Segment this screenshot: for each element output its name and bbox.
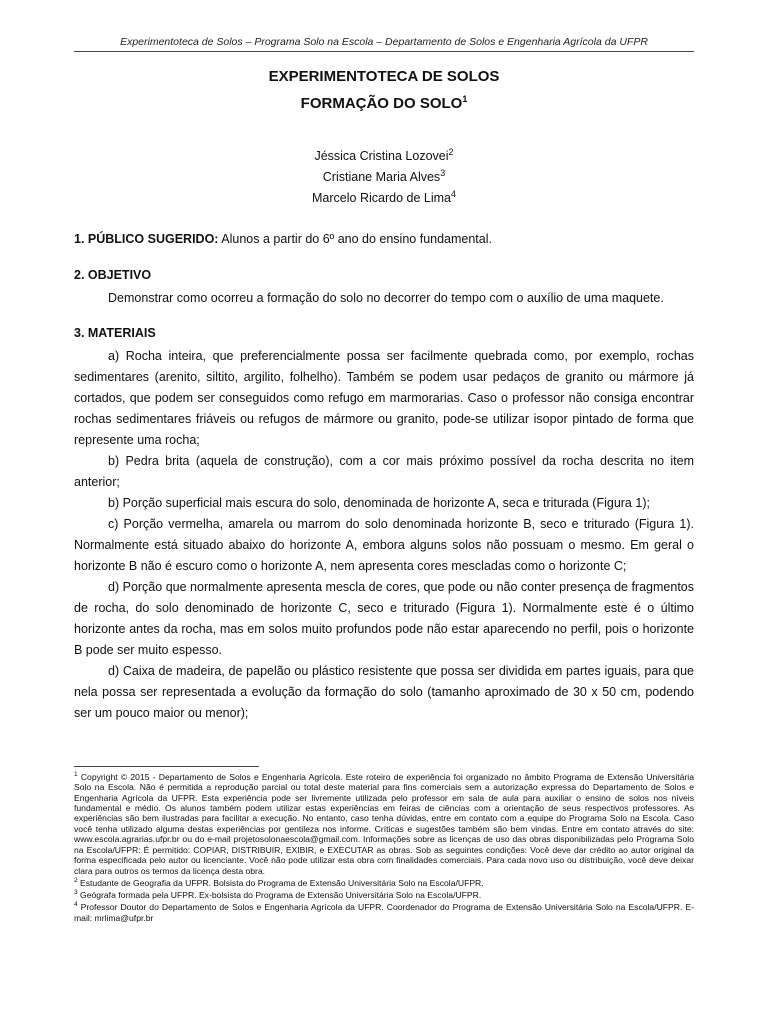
title-footnote-mark: 1 <box>462 94 468 104</box>
footnote-2 <box>74 876 694 888</box>
title-line-2: FORMAÇÃO DO SOLO <box>300 95 463 112</box>
author-name: Marcelo Ricardo de Lima <box>312 191 451 206</box>
footnote-3 <box>74 888 694 900</box>
document-body <box>74 229 694 739</box>
footnote-1 <box>74 770 694 876</box>
author-footnote-mark: 3 <box>440 168 446 178</box>
author-footnote-mark: 2 <box>448 147 454 157</box>
title-line-1: EXPERIMENTOTECA DE SOLOS <box>268 68 500 85</box>
publico-line <box>74 229 694 250</box>
section-objetivo <box>74 265 694 309</box>
materiais-item-b-horizonte-a: b) Porção superficial mais escura do solo, denominada de horizonte A, seca e triturada (Figura 1); <box>108 496 650 510</box>
author-1 <box>74 147 694 163</box>
materiais-item-b-brita: b) Pedra brita (aquela de construção), com a cor mais próximo possível da rocha descrita no item anterior; <box>74 454 694 489</box>
document-title <box>74 68 694 85</box>
footnote-mark: 1 <box>74 771 78 778</box>
footnote-text: Geógrafa formada pela UFPR. Ex-bolsista do Programa de Extensão Universitária Solo na Escola/UFPR. <box>80 890 482 901</box>
footnote-separator <box>74 766 259 767</box>
footnote-mark: 2 <box>74 876 78 884</box>
section-heading-publico: 1. PÚBLICO SUGERIDO: <box>74 232 219 246</box>
author-2 <box>74 168 694 184</box>
footnote-text: Estudante de Geografia da UFPR. Bolsista do Programa de Extensão Universitária Solo na Escola/UFPR. <box>80 877 484 888</box>
running-header: Experimentoteca de Solos – Programa Solo na Escola – Departamento de Solos e Engenharia Agrícola da UFPR <box>120 36 648 48</box>
author-name: Jéssica Cristina Lozovei <box>314 149 449 164</box>
section-materiais <box>74 323 694 724</box>
materiais-item-d-caixa: d) Caixa de madeira, de papelão ou plástico resistente que possa ser dividida em partes iguais, para que nela possa ser representada a evolução da formação do solo (tamanho aproximado de 30 x 50 cm, podendo ser um pouco maior ou menor); <box>74 664 694 720</box>
footnote-text: Professor Doutor do Departamento de Solos e Engenharia Agrícola da UFPR. Coordenador do Programa de Extensão Universitária Solo na Escola/UFPR. E-mail: mrlima@ufpr.br <box>74 902 695 923</box>
author-footnote-mark: 4 <box>450 189 456 199</box>
section-publico <box>74 229 694 250</box>
author-3 <box>74 189 694 205</box>
document-subtitle <box>74 94 694 112</box>
footnote-text: Copyright © 2015 - Departamento de Solos e Engenharia Agrícola. Este roteiro de experiência foi organizado no âmbito Programa de Extensão Universitária Solo na Escola. Não é permitida a reprodução parcial ou total deste material para fins comerciais sem a autorização expressa do Departamento de Solos e Engenharia Agrícola da UFPR. Esta experiência pode ser livremente utilizada pelo professor em sala de aula para auxiliar o ensino de solos nos níveis fundamental e médio. Os alunos também podem utilizar estas experiências em feiras de ciências com a orientação de seus respectivos professores. As experiências são bem ilustradas para facilitar a execução. No entanto, caso tenha dúvidas, entre em contato com a equipe do Programa Solo na Escola. Caso você tenha utilizado alguma destas experiências por gentileza nos informe. Críticas e sugestões também são bem vindas. Entre em contato através do site: www.escola.agrarias.ufpr.br ou do e-mail projetosolonaescola@gmail.com. Informações sobre as licenças de uso das obras disponibilizadas pelo Programa Solo na Escola/UFPR: É permitido: COPIAR, DISTRIBUIR, EXIBIR, e EXECUTAR as obras. Sob as seguintes condições: Você deve dar crédito ao autor original da forma especificada pelo autor ou licenciante. Você não pode utilizar esta obra com finalidades comerciais. Para cada novo uso ou distribuição, você deve deixar clara para outros os termos da licença desta obra. <box>74 771 694 876</box>
footnote-mark: 4 <box>74 901 78 909</box>
section-heading-objetivo: 2. OBJETIVO <box>74 268 152 282</box>
objetivo-text: Demonstrar como ocorreu a formação do solo no decorrer do tempo com o auxílio de uma maquete. <box>108 291 664 305</box>
footnote-4 <box>74 900 694 923</box>
footnote-mark: 3 <box>74 889 78 897</box>
publico-text: Alunos a partir do 6º ano do ensino fundamental. <box>221 232 492 246</box>
materiais-item-d-horizonte-c: d) Porção que normalmente apresenta mescla de cores, que pode ou não conter presença de fragmentos de rocha, do solo denominado de horizonte C, seco e triturado (Figura 1). Normalmente este é o último horizonte antes da rocha, mas em solos muito profundos pode não estar aparecendo no perfil, pois o horizonte B pode ser muito espesso. <box>74 580 694 657</box>
materiais-item-a-rocha: a) Rocha inteira, que preferencialmente possa ser facilmente quebrada como, por exemplo, rochas sedimentares (arenito, siltito, argilito, folhelho). Também se podem usar pedaços de granito ou mármore já cortados, que podem ser conseguidos como refugo em marmorarias. Caso o professor não consiga encontrar rochas sedimentares friáveis ou refugos de mármore ou granito, pode-se utilizar isopor pintado de forma que represente uma rocha; <box>74 349 694 447</box>
section-heading-materiais: 3. MATERIAIS <box>74 326 156 340</box>
header-rule <box>74 51 694 52</box>
footnotes <box>74 770 694 923</box>
materiais-item-c-horizonte-b: c) Porção vermelha, amarela ou marrom do solo denominada horizonte B, seco e triturado (Figura 1). Normalmente está situado abaixo do horizonte A, embora alguns solos não possuam o mesmo. Em geral o horizonte B não é escuro como o horizonte A, nem apresenta cores mescladas como o horizonte C; <box>74 517 694 573</box>
author-name: Cristiane Maria Alves <box>322 170 441 185</box>
